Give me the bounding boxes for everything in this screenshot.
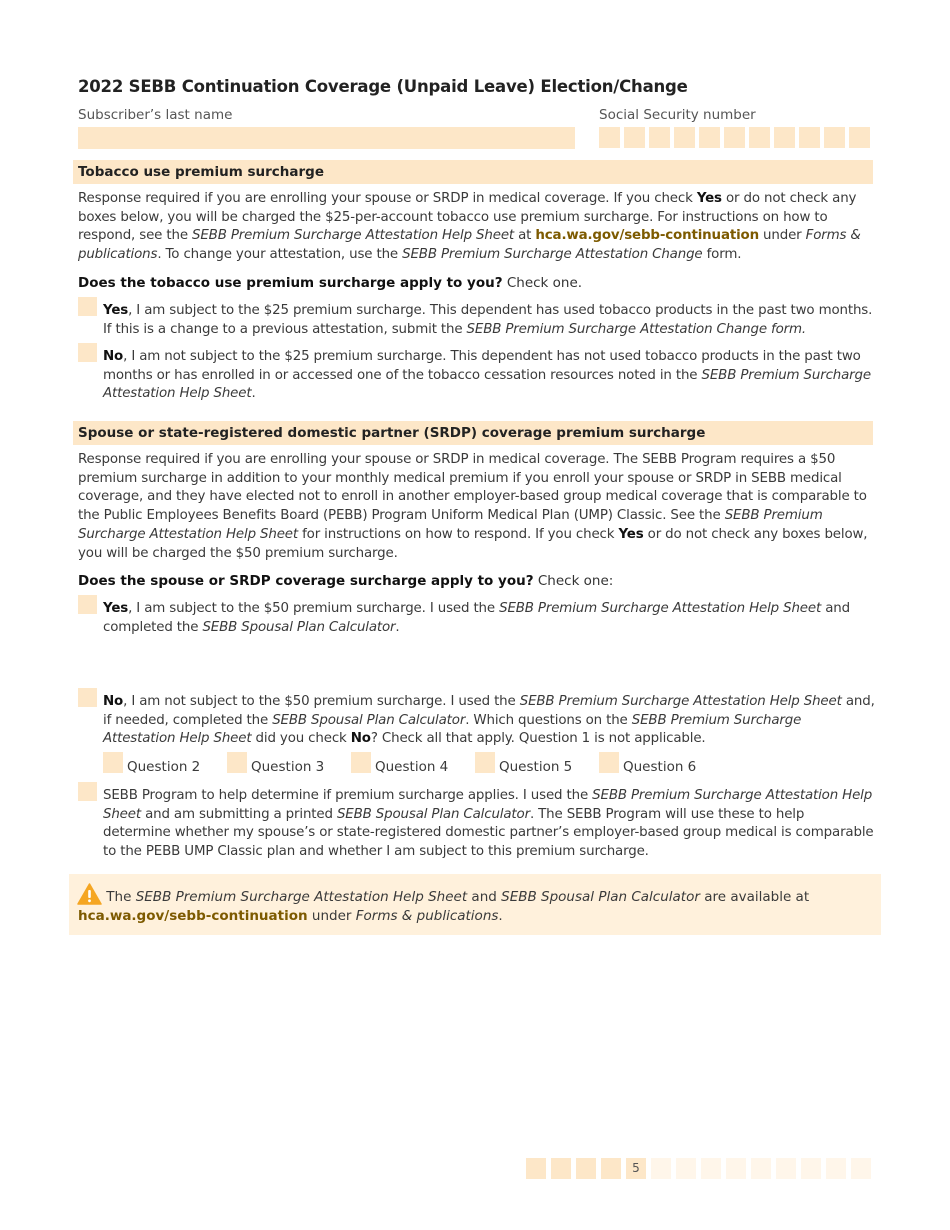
- spouse-yes-checkbox[interactable]: [78, 595, 97, 614]
- page-number: 5: [626, 1158, 646, 1179]
- spouse-third-option-text: SEBB Program to help determine if premium surcharge applies. I used the SEBB Premium Surcharge Attestation Help Sheet and am submitting a printed SEBB Spousal Plan Calculator. The SEBB Program will use these to help determine whether my spouse’s or state-registered domestic partner’s employer-based group medical is comparable to the PEBB UMP Classic plan and whether I am subject to this premium surcharge.: [103, 788, 874, 860]
- question-6-checkbox[interactable]: [599, 752, 619, 773]
- page-indicator-box: [601, 1158, 621, 1179]
- question-4-label: Question 4: [375, 759, 449, 775]
- spouse-no-text: No, I am not subject to the $50 premium surcharge. I used the SEBB Premium Surcharge Attestation Help Sheet and, if needed, completed the SEBB Spousal Plan Calculator. Which questions on the SEBB Premium Surcharge Attestation Help Sheet did you check No? Check all that apply. Question 1 is not applicable.: [103, 694, 875, 747]
- question-3-checkbox[interactable]: [227, 752, 247, 773]
- sebb-continuation-link[interactable]: hca.wa.gov/sebb-continuation: [535, 228, 759, 244]
- question-6-label: Question 6: [623, 759, 697, 775]
- page-indicator-box: [826, 1158, 846, 1179]
- spouse-yes-text: Yes, I am subject to the $50 premium surcharge. I used the SEBB Premium Surcharge Attestation Help Sheet and completed the SEBB Spousal Plan Calculator.: [103, 601, 850, 635]
- question-3-label: Question 3: [251, 759, 325, 775]
- tobacco-no-checkbox[interactable]: [78, 343, 97, 362]
- page-indicator-box: [651, 1158, 671, 1179]
- sebb-continuation-link-note[interactable]: hca.wa.gov/sebb-continuation: [78, 908, 308, 924]
- tobacco-instructions: Response required if you are enrolling your spouse or SRDP in medical coverage. If you check Yes or do not check any boxes below, you will be charged the $25-per-account tobacco use premium surcharge. For instructions on how to respond, see the SEBB Premium Surcharge Attestation Help Sheet at hca.wa.gov/sebb-continuation under Forms & publications. To change your attestation, use the SEBB Premium Surcharge Attestation Change form.: [78, 191, 861, 263]
- ssn-label: Social Security number: [599, 107, 756, 123]
- page-indicator-box: [526, 1158, 546, 1179]
- spouse-question: Does the spouse or SRDP coverage surcharge apply to you? Check one:: [78, 573, 614, 589]
- ssn-digit-box[interactable]: [749, 127, 770, 148]
- subscriber-last-name-label: Subscriber’s last name: [78, 107, 233, 123]
- page-indicator-box: [801, 1158, 821, 1179]
- ssn-digit-box[interactable]: [774, 127, 795, 148]
- page-indicator-box: [551, 1158, 571, 1179]
- spouse-no-checkbox[interactable]: [78, 688, 97, 707]
- ssn-digit-box[interactable]: [624, 127, 645, 148]
- ssn-digit-box[interactable]: [649, 127, 670, 148]
- ssn-digit-box[interactable]: [849, 127, 870, 148]
- question-5-checkbox[interactable]: [475, 752, 495, 773]
- page-indicator-box: [576, 1158, 596, 1179]
- tobacco-yes-text: Yes, I am subject to the $25 premium surcharge. This dependent has used tobacco products in the past two months. If this is a change to a previous attestation, submit the SEBB Premium Surcharge Attestation Change form.: [103, 303, 873, 337]
- page-indicator-box: [701, 1158, 721, 1179]
- page-indicator-box: [751, 1158, 771, 1179]
- question-4-checkbox[interactable]: [351, 752, 371, 773]
- question-5-label: Question 5: [499, 759, 573, 775]
- tobacco-question: Does the tobacco use premium surcharge apply to you? Check one.: [78, 275, 583, 291]
- ssn-digit-box[interactable]: [824, 127, 845, 148]
- tobacco-no-text: No, I am not subject to the $25 premium surcharge. This dependent has not used tobacco products in the past two months or has enrolled in or accessed one of the tobacco cessation resources noted in the SEBB Premium Surcharge Attestation Help Sheet.: [103, 349, 871, 402]
- ssn-digit-box[interactable]: [599, 127, 620, 148]
- spouse-third-option-checkbox[interactable]: [78, 782, 97, 801]
- ssn-digit-box[interactable]: [799, 127, 820, 148]
- subscriber-last-name-field[interactable]: [78, 127, 575, 149]
- spouse-instructions: Response required if you are enrolling your spouse or SRDP in medical coverage. The SEBB Program requires a $50 premium surcharge in addition to your monthly medical premium if you enroll your spouse or SRDP in SEBB medical coverage, and they have elected not to enroll in another employer-based group medical coverage that is comparable to the Public Employees Benefits Board (PEBB) Program Uniform Medical Plan (UMP) Classic. See the SEBB Premium Surcharge Attestation Help Sheet for instructions on how to respond. If you check Yes or do not check any boxes below, you will be charged the $50 premium surcharge.: [78, 452, 868, 561]
- availability-note-text: The SEBB Premium Surcharge Attestation Help Sheet and SEBB Spousal Plan Calculator are available at hca.wa.gov/sebb-continuation under Forms & publications.: [78, 889, 810, 924]
- page-indicator-box: [676, 1158, 696, 1179]
- page-indicator-box: [776, 1158, 796, 1179]
- spouse-section-heading: Spouse or state-registered domestic partner (SRDP) coverage premium surcharge: [73, 421, 873, 445]
- question-2-checkbox[interactable]: [103, 752, 123, 773]
- ssn-digit-box[interactable]: [724, 127, 745, 148]
- ssn-digit-box[interactable]: [674, 127, 695, 148]
- tobacco-section-heading: Tobacco use premium surcharge: [73, 160, 873, 184]
- page-indicator-box: [851, 1158, 871, 1179]
- form-title: 2022 SEBB Continuation Coverage (Unpaid Leave) Election/Change: [78, 77, 688, 96]
- ssn-digit-box[interactable]: [699, 127, 720, 148]
- question-2-label: Question 2: [127, 759, 201, 775]
- tobacco-yes-checkbox[interactable]: [78, 297, 97, 316]
- page-indicator-box: [726, 1158, 746, 1179]
